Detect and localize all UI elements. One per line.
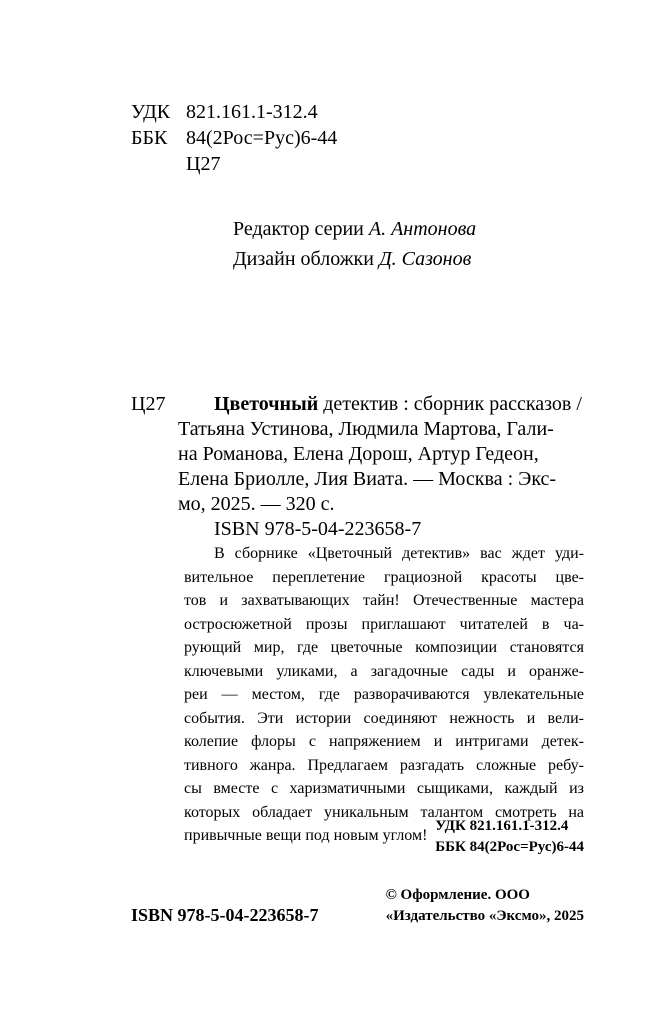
bibliographic-entry — [178, 392, 594, 517]
entry-line-3: на Романова, Елена Дорош, Артур Гедеон, — [178, 443, 539, 465]
bottom-udk: УДК 821.161.1-312.4 — [435, 818, 569, 834]
series-editor-name: А. Антонова — [368, 218, 477, 240]
annotation-line: тов и захватывающих тайн! Отечественные мастера — [184, 592, 584, 609]
annotation-line: колепие флоры с напряжением и интригами детек- — [184, 733, 584, 750]
entry-author-mark: Ц27 — [131, 393, 166, 415]
annotation-line: реи — местом, где разворачиваются увлекательные — [184, 686, 584, 703]
classification-codes — [131, 99, 337, 177]
cover-design-line — [233, 244, 476, 274]
book-title: Цветочный — [214, 393, 319, 415]
annotation-line: остросюжетной прозы приглашают читателей в ча- — [184, 615, 584, 633]
author-mark-row — [131, 151, 337, 177]
annotation-line: привычные вещи под новым углом! — [184, 827, 428, 844]
copyright-notice — [386, 885, 584, 927]
annotation — [184, 542, 584, 848]
bottom-classification-codes — [435, 816, 584, 858]
udk-row — [131, 99, 337, 125]
annotation-line: вительное переплетение грациозной красоты цве- — [184, 568, 584, 586]
credits — [233, 214, 476, 274]
annotation-line: ключевыми уликами, а загадочные сады и оранже- — [184, 662, 584, 680]
entry-line-4: Елена Бриолле, Лия Виата. — Москва : Экс- — [178, 468, 557, 490]
udk-label: УДК — [131, 101, 171, 123]
cover-design-name: Д. Сазонов — [378, 248, 472, 270]
cover-design-role: Дизайн обложки — [233, 248, 374, 270]
copyright-line-2: «Издательство «Эксмо», 2025 — [385, 908, 584, 924]
series-editor-role: Редактор серии — [233, 218, 364, 240]
isbn-entry: ISBN 978-5-04-223658-7 — [214, 518, 422, 540]
bbk-row — [131, 125, 337, 151]
entry-line-2: Татьяна Устинова, Людмила Мартова, Гали- — [178, 418, 554, 440]
entry-line-5: мо, 2025. — 320 с. — [178, 493, 335, 515]
annotation-line: тивного жанра. Предлагаем разгадать сложные ребу- — [184, 756, 584, 774]
bbk-label: ББК — [131, 127, 168, 149]
udk-value: 821.161.1-312.4 — [186, 101, 318, 123]
bbk-value: 84(2Рос=Рус)6-44 — [186, 127, 338, 149]
annotation-line: события. Эти истории соединяют нежность и вели- — [184, 709, 584, 727]
series-editor-line — [233, 214, 476, 244]
bottom-bbk: ББК 84(2Рос=Рус)6-44 — [435, 839, 584, 855]
author-mark: Ц27 — [186, 153, 221, 175]
annotation-line: которых обладает уникальным талантом смотреть на — [184, 803, 584, 821]
annotation-line: рующий мир, где цветочные композиции становятся — [184, 639, 584, 656]
footer-isbn: ISBN 978-5-04-223658-7 — [131, 905, 319, 925]
annotation-line: сы вместе с харизматичными сыщиками, каждый из — [184, 780, 584, 797]
entry-line-1: Цветочный детектив : сборник рассказов / — [214, 393, 582, 415]
annotation-line: В сборнике «Цветочный детектив» вас ждет уди- — [214, 545, 584, 562]
copyright-line-1: © Оформление. ООО — [385, 887, 530, 903]
